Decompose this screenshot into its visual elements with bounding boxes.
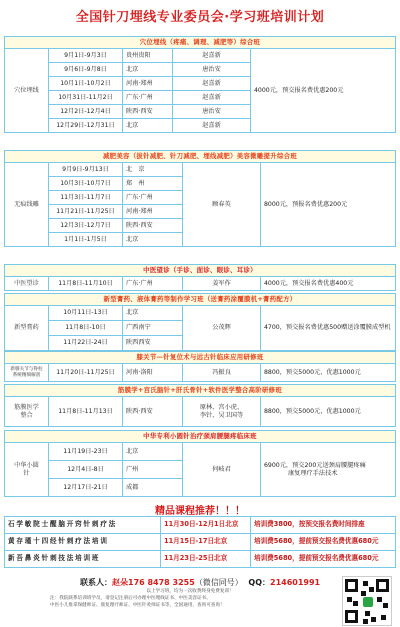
- place-cell: 广东·广州: [123, 191, 183, 205]
- section-diagnosis: [4, 264, 396, 291]
- teacher-line: 李针、吴卫国等: [199, 411, 244, 419]
- teacher-cell: 冯振良: [183, 364, 261, 382]
- date-cell: 12月3日-12月7日: [49, 219, 123, 233]
- place-cell: 北京: [123, 233, 183, 247]
- date-cell: 11月21日-11月25日: [49, 205, 123, 219]
- date-cell: 11月22日-24日: [49, 336, 123, 351]
- section-slim: [4, 150, 396, 247]
- section-fascia: [4, 384, 396, 427]
- place-cell: 北 京: [123, 163, 183, 177]
- date-cell: 11月3日-11月7日: [49, 191, 123, 205]
- note-line: 以上学习班，均为一次收费终身免费复训！: [146, 589, 234, 594]
- teacher-cell: 姜军作: [183, 277, 261, 291]
- section-joint: [4, 351, 396, 382]
- recommend-course: 新吾鼻炎针刺技法培训班: [5, 551, 161, 568]
- wechat-note: （微信同号）: [194, 578, 243, 587]
- contact-name: 赵朵: [112, 578, 128, 587]
- section-header: 筋膜学+宫氏脑针+肝氏骨针+软件医学整合高阶研修班: [5, 385, 396, 397]
- place-cell: 郑 州: [123, 177, 183, 191]
- place-cell: 广州: [123, 461, 183, 479]
- place-cell: 河南·洛阳: [123, 364, 183, 382]
- note-line: 中医小儿推拿保健师证、康复理疗师证、中医针灸师证书等，全国通用，查询可查询！: [50, 603, 225, 608]
- qq-number[interactable]: 214601991: [270, 578, 321, 587]
- teacher-cell: 公茂辉: [183, 306, 261, 351]
- date-cell: 11月19日-23日: [49, 443, 123, 461]
- teacher-cell: 赵喜新: [173, 119, 251, 133]
- recommend-date: 11月15日-17日北京: [161, 534, 251, 551]
- qr-code-image: [342, 576, 392, 626]
- recommend-table: [4, 516, 396, 568]
- date-cell: 1月1日-1月5日: [49, 233, 123, 247]
- section-header: 减肥美容（拔针减肥、针刀减肥、埋线减肥）美容微雕提升综合班: [5, 151, 396, 163]
- recommend-title: 精品课程推荐！！！: [155, 506, 245, 517]
- place-cell: 成都: [123, 479, 183, 497]
- recommend-row: [5, 534, 396, 551]
- section-header: 膝关节—针复位术与远古针临床应用研修班: [5, 352, 396, 364]
- place-cell: 广东·广州: [123, 91, 173, 105]
- fee-cell: 8800，预交5000元，优惠1000元: [261, 397, 396, 427]
- place-cell: 陕西西安: [123, 336, 183, 351]
- recommend-course: 黄存瑾十四经针刺疗法培训: [5, 534, 161, 551]
- place-cell: 陕西·西安: [123, 105, 173, 119]
- teacher-cell: 赵喜新: [173, 91, 251, 105]
- date-cell: 11月8日-11月10日: [49, 277, 123, 291]
- date-cell: 11月8日-11月13日: [49, 397, 123, 427]
- recommend-date: 11月30日-12月1日北京: [161, 517, 251, 534]
- recommend-row: [5, 551, 396, 568]
- fee-cell: [261, 443, 396, 497]
- date-cell: 12月29日-12月31日: [49, 119, 123, 133]
- date-cell: 11月8日-10日: [49, 321, 123, 336]
- teacher-cell: 何岐君: [183, 443, 261, 497]
- recommend-row: [5, 517, 396, 534]
- recommend-course: 石学敏院士醒脑开窍针刺疗法: [5, 517, 161, 534]
- fee-line: 6900元，预交200元送颈肩腰腿疼痛: [264, 462, 366, 470]
- date-cell: 9月6日-9月8日: [49, 63, 123, 77]
- recommend-fee: 培训费5680，提前预交报名费优惠680元: [251, 551, 396, 568]
- course-name: 新型膏药: [5, 306, 49, 351]
- course-name-line: 系统精细解剖: [12, 372, 41, 378]
- contact-line: 联系人：赵朵176 8478 3255（微信同号） QQ：214601991: [80, 578, 321, 587]
- section-plaster: [4, 293, 396, 351]
- teacher-cell: 赵喜新: [173, 77, 251, 91]
- course-name: 无痕线雕: [5, 163, 49, 247]
- recommend-fee: 培训费5680，提前预交报名费优惠680元: [251, 534, 396, 551]
- course-name-line: 筋膜医学: [14, 404, 39, 412]
- fee-cell: 8800，预交5000元，优惠1000元: [261, 364, 396, 382]
- course-name-line: 针: [23, 469, 30, 477]
- date-cell: 12月2日-12月4日: [49, 105, 123, 119]
- date-cell: 10月31日-11月2日: [49, 91, 123, 105]
- date-cell: 10月3日-10月7日: [49, 177, 123, 191]
- course-name: [5, 397, 49, 427]
- course-name-line: 整合: [20, 411, 33, 419]
- teacher-cell: 顾春英: [183, 163, 261, 247]
- note-line: 注：我院联系培训班学员，请登记注册后可办理中医埋线证书、中医美容证书、: [50, 596, 211, 601]
- place-cell: 北京: [123, 63, 173, 77]
- fee-cell: 4000元，预交报名费优惠200元: [251, 49, 396, 133]
- recommend-fee: 培训费3800，按预交报名费时间排座: [251, 517, 396, 534]
- date-cell: 11月20日-11月25日: [49, 364, 123, 382]
- date-cell: 9月1日-9月3日: [49, 49, 123, 63]
- course-name: 中医望诊: [5, 277, 49, 291]
- qq-label: QQ：: [248, 578, 270, 587]
- recommend-date: 11月23日-25日北京: [161, 551, 251, 568]
- place-cell: 北京: [123, 119, 173, 133]
- date-cell: 10月1日-10月2日: [49, 77, 123, 91]
- fee-cell: 8000元，预报名费优惠200元: [261, 163, 396, 247]
- place-cell: 广东·广州: [123, 277, 183, 291]
- place-cell: 北京: [123, 443, 183, 461]
- course-name-line: 中华小圆: [14, 462, 39, 470]
- date-cell: 10月11日-13日: [49, 306, 123, 321]
- course-name: [5, 364, 49, 382]
- course-name-line: 新膝关节与脊柱: [10, 367, 43, 372]
- teacher-line: 原林、宫小虎、: [199, 404, 244, 412]
- place-cell: 陕西·西安: [123, 397, 183, 427]
- fee-cell: 4000元，预交报名费优惠400元: [261, 277, 396, 291]
- course-name: 穴位埋线: [5, 49, 49, 133]
- place-cell: 陕西·西安: [123, 219, 183, 233]
- fee-line: 康复理疗手法技术: [288, 469, 338, 477]
- page-title: 全国针刀埋线专业委员会·学习班培训计划: [75, 10, 325, 25]
- course-name: [5, 443, 49, 497]
- section-header: 中华专利小圆针治疗颈肩腰腿疼临床班: [5, 431, 396, 443]
- wechat-logo-icon: [363, 597, 373, 607]
- section-header: 穴位埋线（疼痛、调理、减肥等）综合班: [5, 37, 396, 49]
- teacher-cell: 唐治安: [173, 63, 251, 77]
- date-cell: 9月9日-9月13日: [49, 163, 123, 177]
- section-header: 新型膏药、液体膏药等制作学习班（送膏药涂覆膜机+膏药配方）: [5, 294, 396, 306]
- section-cervical: [4, 430, 396, 497]
- place-cell: 贵州贵阳: [123, 49, 173, 63]
- contact-label: 联系人: [80, 578, 104, 587]
- date-cell: 12月17日-21日: [49, 479, 123, 497]
- place-cell: 北京: [123, 306, 183, 321]
- section-header: 中医望诊（手诊、面诊、眼诊、耳诊）: [5, 265, 396, 277]
- place-cell: 河南·郑州: [123, 205, 183, 219]
- place-cell: 广西南宁: [123, 321, 183, 336]
- teacher-cell: 赵喜新: [173, 49, 251, 63]
- date-cell: 12月4日-8日: [49, 461, 123, 479]
- fee-cell: 4700，预交报名费优惠500赠送涂覆膜成型机: [261, 306, 396, 351]
- place-cell: 河南·郑州: [123, 77, 173, 91]
- contact-phone[interactable]: 176 8478 3255: [128, 578, 195, 587]
- teacher-cell: 唐治安: [173, 105, 251, 119]
- section-acupoint: [4, 36, 396, 133]
- teacher-cell: [183, 397, 261, 427]
